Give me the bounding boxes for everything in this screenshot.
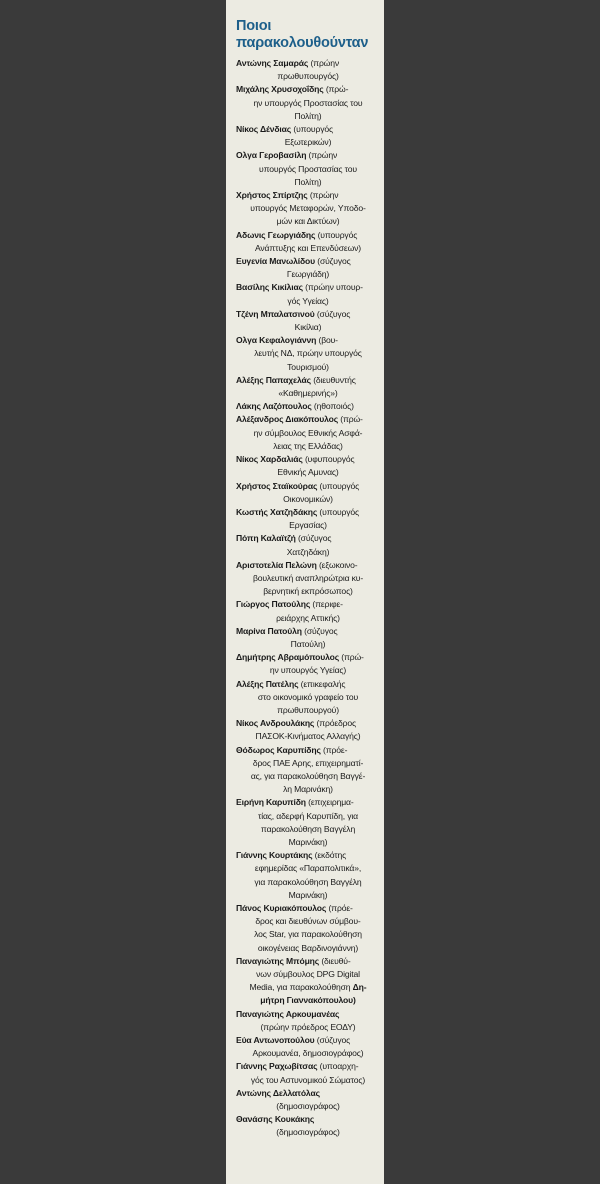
entry-first-line (236, 1113, 380, 1126)
person-name: Μαρίνα Πατούλη (236, 625, 302, 636)
list-item (226, 83, 384, 123)
entry-first-line (236, 255, 380, 268)
entry-description: γός του Αστυνομικού Σώματος) (250, 1074, 366, 1085)
entry-continuation-line (236, 347, 380, 360)
entry-description: (πρώην (308, 58, 340, 68)
person-name: Τζένη Μπαλατσινού (236, 308, 315, 319)
person-name: Μιχάλης Χρυσοχοΐδης (236, 84, 324, 95)
entry-continuation-line (236, 321, 380, 334)
entry-first-line (236, 1087, 380, 1100)
person-name: Νίκος Χαρδαλιάς (236, 454, 303, 465)
person-name: Λάκης Λαζόπουλος (236, 401, 312, 412)
entry-description: (πρώην (307, 190, 339, 201)
entry-continuation-line (236, 295, 380, 308)
list-item (226, 229, 384, 255)
entry-continuation-line (236, 638, 380, 651)
entry-description: ην σύμβουλος Εθνικής Ασφά- (253, 427, 363, 438)
person-name: Γιώργος Πατούλης (236, 599, 311, 610)
entry-description: (πρώην (306, 150, 338, 161)
list-item (226, 1060, 384, 1086)
entry-description: (περιφε- (310, 599, 343, 610)
entries-list (226, 57, 384, 1140)
entry-first-line (236, 149, 380, 162)
entry-description: (επικεφαλής (298, 678, 346, 689)
entry-description: στο οικονομικό γραφείο του (257, 691, 359, 702)
entry-continuation-line (236, 466, 380, 479)
entry-description: γός Υγείας) (287, 295, 329, 306)
entry-continuation-line (236, 862, 380, 875)
entry-continuation-line (236, 427, 380, 440)
entry-first-line (236, 308, 380, 321)
entry-first-line (236, 480, 380, 493)
entry-first-line (236, 955, 380, 968)
entry-first-line (236, 744, 380, 757)
entry-continuation-line (236, 546, 380, 559)
entry-first-line (236, 83, 380, 96)
entry-description: Αρκουμανέα, δημοσιογράφος) (252, 1048, 364, 1059)
entry-description: (υπουργός (315, 229, 358, 240)
entry-description: (υπουργός (291, 124, 333, 135)
entry-description: (σύζυγος (314, 1035, 351, 1046)
list-item (226, 744, 384, 797)
entry-description: (πρώ- (323, 84, 349, 95)
entry-continuation-line (236, 493, 380, 506)
person-name: Πόπη Καλαϊτζή (236, 533, 296, 544)
entry-continuation-line (236, 387, 380, 400)
entry-description: Οικονομικών) (283, 493, 333, 504)
entry-description: (επιχειρημα- (305, 797, 354, 808)
entry-continuation-line (236, 70, 380, 83)
entry-continuation-line (236, 585, 380, 598)
person-name: Γιάννης Κουρτάκης (236, 850, 313, 861)
entry-continuation-line (236, 664, 380, 677)
entry-description: παρακολούθηση Βαγγέλη (260, 823, 356, 834)
entry-description: υπουργός Προστασίας του (259, 163, 357, 174)
list-item (226, 334, 384, 374)
entry-description: (διευθύ- (319, 955, 351, 966)
entry-first-line (236, 334, 380, 347)
person-name: Δημήτρης Αβραμόπουλος (236, 652, 340, 663)
entry-first-line (236, 281, 380, 294)
entry-continuation-line (236, 268, 380, 281)
entry-description: (ηθοποιός) (311, 401, 354, 412)
entry-description: Media, για παρακολούθηση (249, 982, 353, 993)
entry-description: (δημοσιογράφος) (276, 1101, 340, 1112)
person-name: Θόδωρος Καρυπίδης (236, 744, 321, 755)
list-item (226, 506, 384, 532)
list-item (226, 374, 384, 400)
entry-description: Πολίτη) (294, 110, 322, 121)
entry-description: εφημερίδας «Παραπολιτικά», (254, 863, 362, 874)
entry-continuation-line (236, 1126, 380, 1139)
entry-description: ην υπουργός Υγείας) (269, 665, 347, 676)
list-item (226, 281, 384, 307)
entry-description: Κικίλια) (294, 322, 322, 333)
entry-continuation-line (236, 1074, 380, 1087)
entry-description: (εκδότης (312, 850, 347, 861)
entry-continuation-line (236, 928, 380, 941)
entry-description: (υπουργός (317, 506, 359, 517)
list-item (226, 308, 384, 334)
person-name: Χρήστος Σπίρτζης (236, 190, 308, 201)
list-item (226, 1113, 384, 1139)
list-item (226, 717, 384, 743)
entry-first-line (236, 374, 380, 387)
entry-bold-tail: Δη- (352, 982, 367, 993)
person-name: Ειρήνη Καρυπίδη (236, 797, 306, 808)
list-item (226, 255, 384, 281)
entry-description: ρειάρχης Αττικής) (276, 612, 340, 623)
person-name: Ευγενία Μανωλίδου (236, 256, 315, 267)
entry-description: (πρώην υπουρ- (302, 282, 363, 293)
entry-description: «Καθημερινής») (278, 388, 338, 399)
list-item (226, 598, 384, 624)
entry-description: βουλευτική αναπληρώτρια κυ- (252, 572, 364, 583)
entry-continuation-line (236, 176, 380, 189)
person-name: Αντώνης Δελλατόλας (236, 1087, 320, 1098)
person-name: Αντώνης Σαμαράς (236, 58, 309, 68)
entry-continuation-line (236, 1047, 380, 1060)
entry-first-line (236, 189, 380, 202)
list-item (226, 902, 384, 955)
entry-description: βερνητική εκπρόσωπος) (263, 586, 353, 597)
entry-first-line (236, 559, 380, 572)
entry-continuation-line (236, 440, 380, 453)
entry-bold-tail: μήτρη Γιαννακόπουλου) (260, 995, 356, 1006)
list-item (226, 559, 384, 599)
entry-continuation-line (236, 730, 380, 743)
entry-continuation-line (236, 942, 380, 955)
entry-continuation-line (236, 770, 380, 783)
entry-description: υπουργός Μεταφορών, Υποδο- (250, 203, 366, 214)
entry-first-line (236, 902, 380, 915)
entry-continuation-line (236, 889, 380, 902)
person-name: Ολγα Κεφαλογιάννη (236, 335, 317, 346)
entry-continuation-line (236, 691, 380, 704)
entry-first-line (236, 413, 380, 426)
person-name: Ολγα Γεροβασίλη (236, 150, 307, 161)
person-name: Αλέξης Παπαχελάς (236, 374, 311, 385)
entry-description: (υφυπουργός (302, 454, 355, 465)
entry-description: νων σύμβουλος DPG Digital (256, 969, 360, 980)
list-item (226, 1087, 384, 1113)
entry-description: (σύζυγος (301, 625, 338, 636)
entry-description: πρωθυπουργός) (277, 71, 339, 82)
list-item (226, 480, 384, 506)
entry-continuation-line (236, 361, 380, 374)
person-name: Νίκος Δένδιας (236, 124, 292, 135)
entry-description: (σύζυγος (295, 533, 332, 544)
entry-description: δρος και διευθύνων σύμβου- (255, 916, 361, 927)
entry-first-line (236, 1034, 380, 1047)
person-name: Βασίλης Κικίλιας (236, 282, 303, 293)
entry-continuation-line (236, 163, 380, 176)
list-item (226, 955, 384, 1008)
entry-description: λη Μαρινάκη) (283, 784, 333, 795)
entry-description: Εξωτερικών) (284, 137, 332, 148)
entry-continuation-line (236, 704, 380, 717)
entry-description: Γεωργιάδη) (286, 269, 330, 280)
entry-first-line (236, 229, 380, 242)
person-name: Εύα Αντωνοπούλου (236, 1035, 315, 1046)
entry-description: για παρακολούθηση Βαγγέλη (254, 876, 362, 887)
entry-description: μών και Δικτύων) (276, 216, 340, 227)
entry-continuation-line (236, 994, 380, 1007)
entry-first-line (236, 849, 380, 862)
person-name: Χρήστος Σταϊκούρας (236, 480, 318, 491)
entry-description: (σύζυγος (314, 308, 351, 319)
entry-first-line (236, 717, 380, 730)
entry-description: (πρώ- (338, 414, 363, 425)
entry-continuation-line (236, 136, 380, 149)
entry-description: (πρώ- (339, 652, 364, 663)
entry-description: πρωθυπουργού) (277, 704, 339, 715)
person-name: Αλέξης Πατέλης (236, 678, 299, 689)
list-item (226, 57, 384, 83)
entry-continuation-line (236, 1100, 380, 1113)
entry-description: ας, για παρακολούθηση Βαγγέ- (250, 770, 366, 781)
entry-continuation-line (236, 823, 380, 836)
list-item (226, 678, 384, 718)
entry-description: (υπουργός (317, 480, 360, 491)
entry-description: (δημοσιογράφος) (276, 1127, 340, 1138)
entry-description: (σύζυγος (315, 256, 351, 267)
entry-description: Τουρισμού) (287, 361, 329, 372)
title-line-1: Ποιοι (236, 18, 272, 34)
entry-description: λος Star, για παρακολούθηση (254, 929, 362, 940)
person-name: Παναγιώτης Αρκουμανέας (236, 1008, 340, 1019)
entry-first-line (236, 453, 380, 466)
entry-description: Μαρινάκη) (288, 889, 328, 900)
person-name: Αριστοτελία Πελώνη (236, 559, 317, 570)
entry-first-line (236, 678, 380, 691)
entry-continuation-line (236, 215, 380, 228)
entry-description: Εργασίας) (289, 520, 327, 531)
entry-description: Ανάπτυξης και Επενδύσεων) (254, 242, 361, 253)
entry-continuation-line (236, 612, 380, 625)
entry-first-line (236, 796, 380, 809)
list-item (226, 1008, 384, 1034)
list-item (226, 149, 384, 189)
entry-first-line (236, 1008, 380, 1021)
entry-description: λειας της Ελλάδας) (273, 440, 343, 451)
entry-first-line (236, 57, 380, 70)
entry-description: (πρώην πρόεδρος ΕΟΔΥ) (260, 1021, 356, 1032)
entry-description: ΠΑΣΟΚ-Κινήματος Αλλαγής) (255, 731, 361, 742)
entry-continuation-line (236, 519, 380, 532)
person-name: Γιάννης Ραχωβίτσας (236, 1061, 318, 1072)
list-item (226, 796, 384, 849)
entry-description: οικογένειας Βαρδινογιάννη) (257, 942, 359, 953)
entry-description: Πατούλη) (290, 638, 326, 649)
list-item (226, 189, 384, 229)
list-item (226, 453, 384, 479)
entry-description: (πρόεδρος (314, 718, 357, 729)
entry-continuation-line (236, 97, 380, 110)
person-name: Πάνος Κυριακόπουλος (236, 903, 327, 913)
entry-description: (πρόε- (326, 903, 353, 913)
list-item (226, 1034, 384, 1060)
entry-continuation-line (236, 1021, 380, 1034)
entry-description: Εθνικής Αμυνας) (277, 467, 339, 478)
person-name: Παναγιώτης Μπόμης (236, 955, 320, 966)
entry-description: (υποαρχη- (317, 1061, 359, 1072)
entry-description: Μαρινάκη) (288, 836, 328, 847)
person-name: Νίκος Ανδρουλάκης (236, 718, 315, 729)
entry-first-line (236, 625, 380, 638)
entry-first-line (236, 651, 380, 664)
entry-description: Πολίτη) (294, 176, 322, 187)
entry-continuation-line (236, 981, 380, 994)
title-line-2: παρακολουθούνταν (236, 35, 369, 51)
list-item (226, 625, 384, 651)
list-item (226, 123, 384, 149)
entry-first-line (236, 506, 380, 519)
entry-first-line (236, 532, 380, 545)
entry-description: (βου- (316, 335, 338, 346)
person-name: Αλέξανδρος Διακόπουλος (236, 414, 339, 425)
list-item (226, 532, 384, 558)
entry-description: (εξωκοινο- (316, 559, 358, 570)
entry-description: τίας, αδερφή Καρυπίδη, για (257, 810, 359, 821)
entry-first-line (236, 400, 380, 413)
entry-continuation-line (236, 110, 380, 123)
entry-description: λευτής ΝΔ, πρώην υπουργός (254, 348, 362, 359)
entry-continuation-line (236, 915, 380, 928)
entry-continuation-line (236, 783, 380, 796)
entry-continuation-line (236, 968, 380, 981)
list-item (226, 849, 384, 902)
entry-first-line (236, 1060, 380, 1073)
person-name: Αδωνις Γεωργιάδης (236, 229, 316, 240)
entry-first-line (236, 123, 380, 136)
entry-description: ην υπουργός Προστασίας του (253, 97, 363, 108)
sidebar-title (236, 18, 384, 52)
person-name: Θανάσης Κουκάκης (236, 1114, 315, 1125)
list-item (226, 400, 384, 413)
entry-continuation-line (236, 876, 380, 889)
entry-description: Χατζηδάκη) (286, 546, 330, 557)
list-item (226, 651, 384, 677)
sidebar-box (226, 0, 384, 1184)
entry-continuation-line (236, 810, 380, 823)
entry-description: δρος ΠΑΕ Αρης, επιχειρηματί- (252, 757, 364, 768)
entry-continuation-line (236, 242, 380, 255)
entry-continuation-line (236, 836, 380, 849)
entry-description: (διευθυντής (310, 374, 356, 385)
entry-continuation-line (236, 202, 380, 215)
entry-continuation-line (236, 572, 380, 585)
entry-description: (πρόε- (320, 744, 348, 755)
list-item (226, 413, 384, 453)
entry-continuation-line (236, 757, 380, 770)
person-name: Κωστής Χατζηδάκης (236, 506, 318, 517)
entry-first-line (236, 598, 380, 611)
